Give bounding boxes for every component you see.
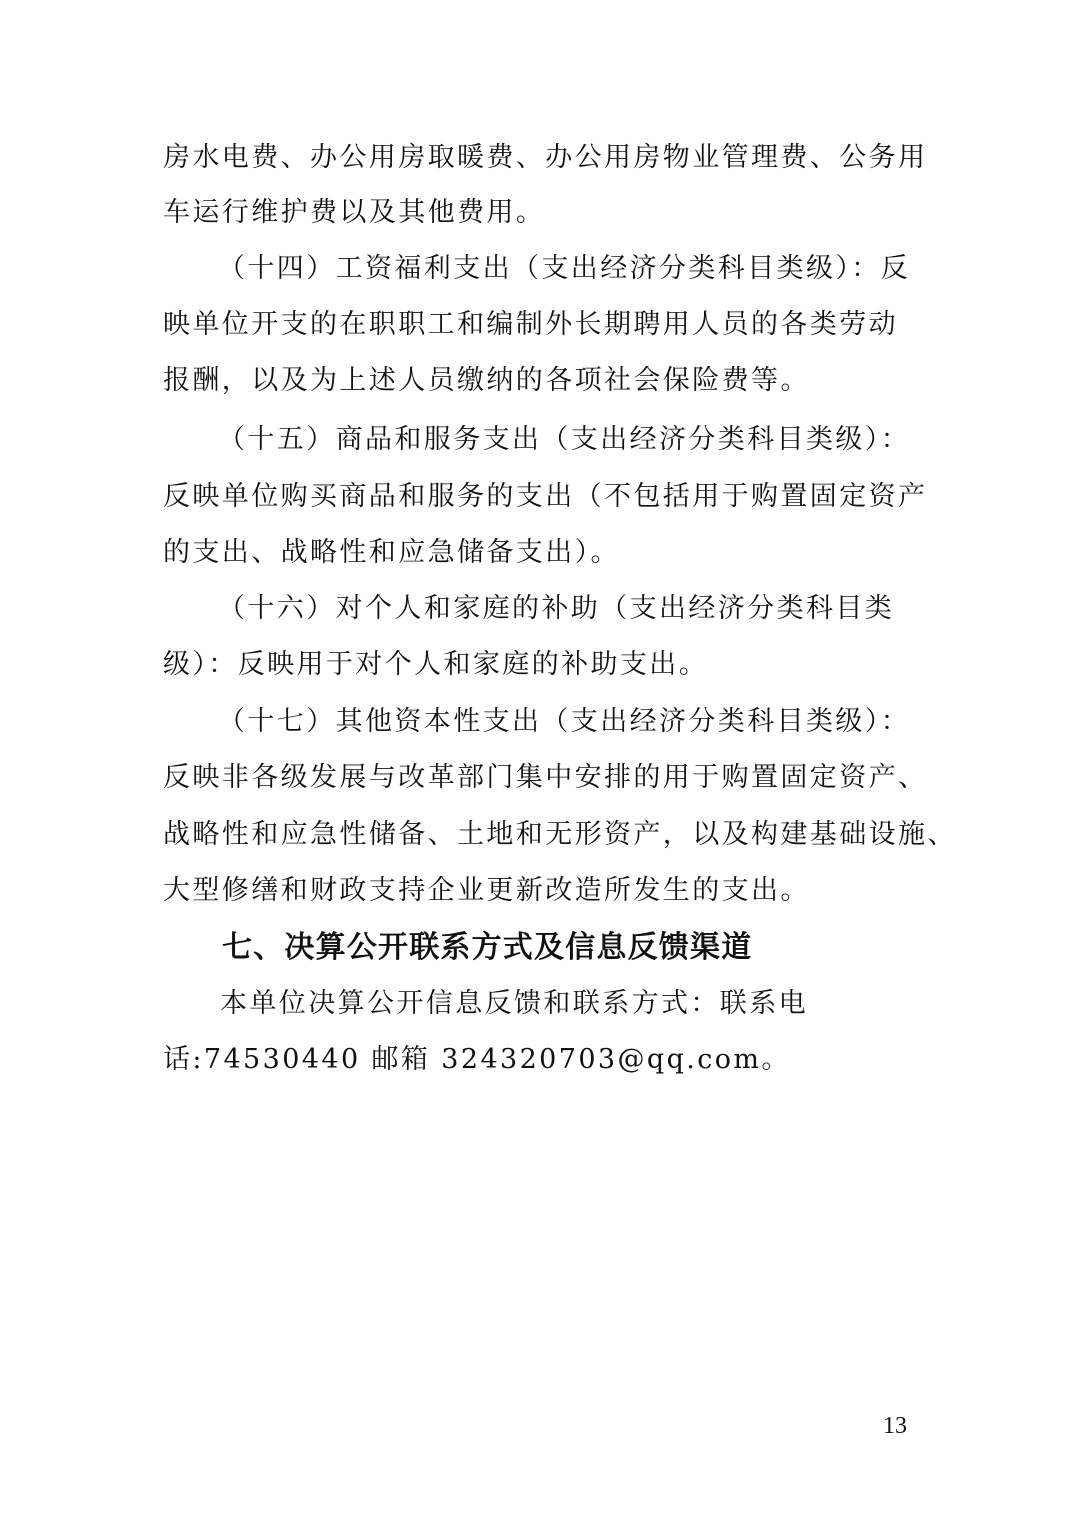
page-number: 13 — [883, 1413, 907, 1439]
section-heading: 七、决算公开联系方式及信息反馈渠道 — [222, 930, 753, 965]
item-17-heading-line: （十七）其他资本性支出（支出经济分类科目类级）： — [218, 706, 911, 737]
item-14-heading-line: （十四）工资福利支出（支出经济分类科目类级）：反 — [218, 253, 911, 284]
body-text-line: 报酬，以及为上述人员缴纳的各项社会保险费等。 — [163, 365, 810, 396]
body-text-line: 的支出、战略性和应急储备支出）。 — [163, 537, 620, 568]
body-text-line: 级）：反映用于对个人和家庭的补助支出。 — [163, 649, 709, 680]
body-text-line: 大型修缮和财政支持企业更新改造所发生的支出。 — [163, 875, 810, 906]
contact-details-line: 话:74530440 邮箱 324320703@qq.com。 — [163, 1044, 791, 1075]
contact-text-line: 本单位决算公开信息反馈和联系方式：联系电 — [220, 988, 808, 1019]
body-text-line: 映单位开支的在职职工和编制外长期聘用人员的各类劳动 — [163, 309, 898, 340]
body-text-line: 反映非各级发展与改革部门集中安排的用于购置固定资产、 — [163, 762, 928, 793]
body-text-line: 战略性和应急性储备、土地和无形资产，以及构建基础设施、 — [163, 819, 957, 850]
body-text-line: 反映单位购买商品和服务的支出（不包括用于购置固定资产 — [163, 481, 928, 512]
body-text-line: 房水电费、办公用房取暖费、办公用房物业管理费、公务用 — [163, 142, 928, 173]
item-15-heading-line: （十五）商品和服务支出（支出经济分类科目类级）： — [218, 424, 911, 455]
body-text-line: 车运行维护费以及其他费用。 — [163, 197, 546, 228]
item-16-heading-line: （十六）对个人和家庭的补助（支出经济分类科目类 — [218, 593, 895, 624]
